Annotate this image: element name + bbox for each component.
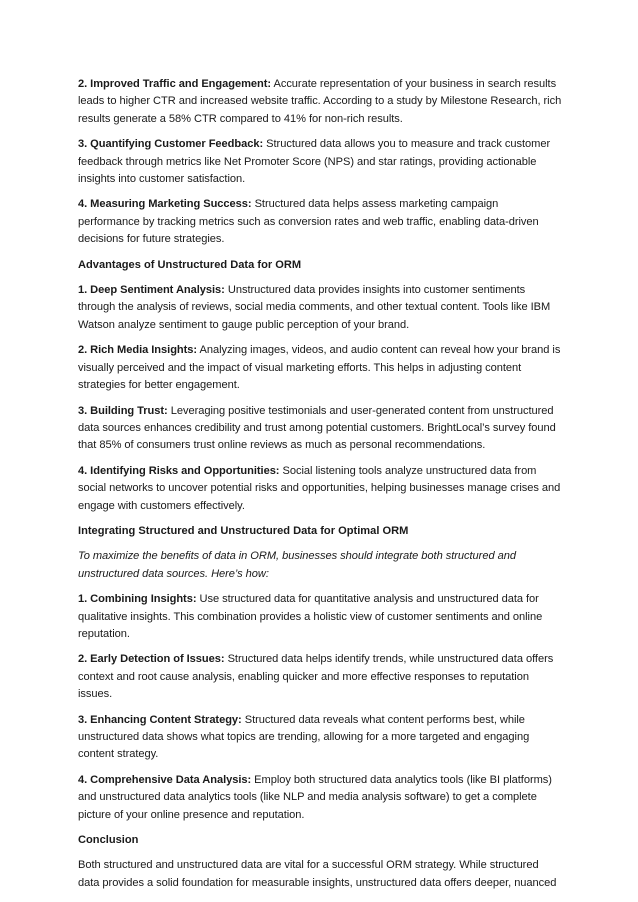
- item-rich-media: [78, 342, 562, 394]
- item-improved-traffic: [78, 76, 562, 128]
- item-text: Structured data helps identify trends, while unstructured data offers context and root cause analysis, enabling quicker and more effective responses to reputation issues.: [78, 653, 554, 701]
- item-lead: 2. Rich Media Insights:: [78, 344, 198, 357]
- section-heading-integrating: Integrating Structured and Unstructured Data for Optimal ORM: [78, 524, 409, 537]
- item-text: Use structured data for quantitative analysis and unstructured data for qualitative insights. This combination provides a holistic view of customer sentiments and online reputation.: [78, 593, 543, 640]
- item-lead: 4. Comprehensive Data Analysis:: [78, 773, 252, 786]
- item-lead: 4. Measuring Marketing Success:: [78, 198, 252, 211]
- item-text: Accurate representation of your business in search results leads to higher CTR and increased website traffic. According to a study by Milestone Research, rich results generate a 58% CTR compared to 41% for non-rich results.: [78, 78, 562, 125]
- item-combining-insights: [78, 591, 562, 643]
- section-heading-conclusion: Conclusion: [78, 834, 139, 847]
- item-lead: 2. Early Detection of Issues:: [78, 653, 225, 666]
- item-text: Employ both structured data analytics tools (like BI platforms) and unstructured data analytics tools (like NLP and media analysis software) to get a complete picture of your online presence and reputation.: [78, 773, 552, 821]
- item-comprehensive-analysis: [78, 772, 562, 824]
- item-lead: 1. Combining Insights:: [78, 593, 197, 606]
- item-content-strategy: [78, 712, 562, 764]
- item-early-detection: [78, 651, 562, 703]
- item-building-trust: [78, 403, 562, 455]
- document-page: [78, 76, 562, 900]
- conclusion-paragraph: Both structured and unstructured data are vital for a successful ORM strategy. While structured data provides a solid foundation for measurable insights, unstructured data offers deeper, nuanced: [78, 859, 557, 889]
- item-text: Analyzing images, videos, and audio content can reveal how your brand is visually perceived and the impact of visual marketing efforts. This helps in adjusting content strategies for better engagement.: [78, 344, 561, 392]
- item-lead: 1. Deep Sentiment Analysis:: [78, 284, 225, 297]
- item-text: Structured data allows you to measure and track customer feedback through metrics like Net Promoter Score (NPS) and star ratings, providing actionable insights into customer satisfaction.: [78, 138, 551, 186]
- item-quantifying-feedback: [78, 136, 562, 188]
- item-measuring-marketing: [78, 196, 562, 248]
- item-text: Unstructured data provides insights into customer sentiments through the analysis of reviews, social media comments, and other textual content. Tools like IBM Watson analyze sentiment to gauge public perception of your brand.: [78, 284, 551, 331]
- item-lead: 2. Improved Traffic and Engagement:: [78, 78, 272, 90]
- item-lead: 3. Building Trust:: [78, 404, 168, 417]
- item-identifying-risks: [78, 463, 562, 515]
- section-heading-unstructured-advantages: Advantages of Unstructured Data for ORM: [78, 258, 302, 271]
- item-text: Structured data reveals what content performs best, while unstructured data shows what topics are trending, allowing for a more targeted and engaging content strategy.: [78, 713, 530, 761]
- item-lead: 4. Identifying Risks and Opportunities:: [78, 464, 280, 477]
- item-lead: 3. Enhancing Content Strategy:: [78, 713, 242, 726]
- item-text: Leveraging positive testimonials and user-generated content from unstructured data sources enhances credibility and trust among potential customers. BrightLocal’s survey found that 85% of consumers trust online reviews as much as personal recommendations.: [78, 404, 556, 452]
- item-deep-sentiment: [78, 282, 562, 334]
- item-text: Social listening tools analyze unstructured data from social networks to uncover potential risks and opportunities, helping businesses manage crises and engage with customers effectively.: [78, 464, 561, 512]
- item-text: Structured data helps assess marketing campaign performance by tracking metrics such as conversion rates and web traffic, enabling data-driven decisions for future strategies.: [78, 198, 539, 246]
- item-lead: 3. Quantifying Customer Feedback:: [78, 138, 264, 151]
- intro-italic: To maximize the benefits of data in ORM, businesses should integrate both structured and unstructured data sources. Here’s how:: [78, 550, 516, 580]
